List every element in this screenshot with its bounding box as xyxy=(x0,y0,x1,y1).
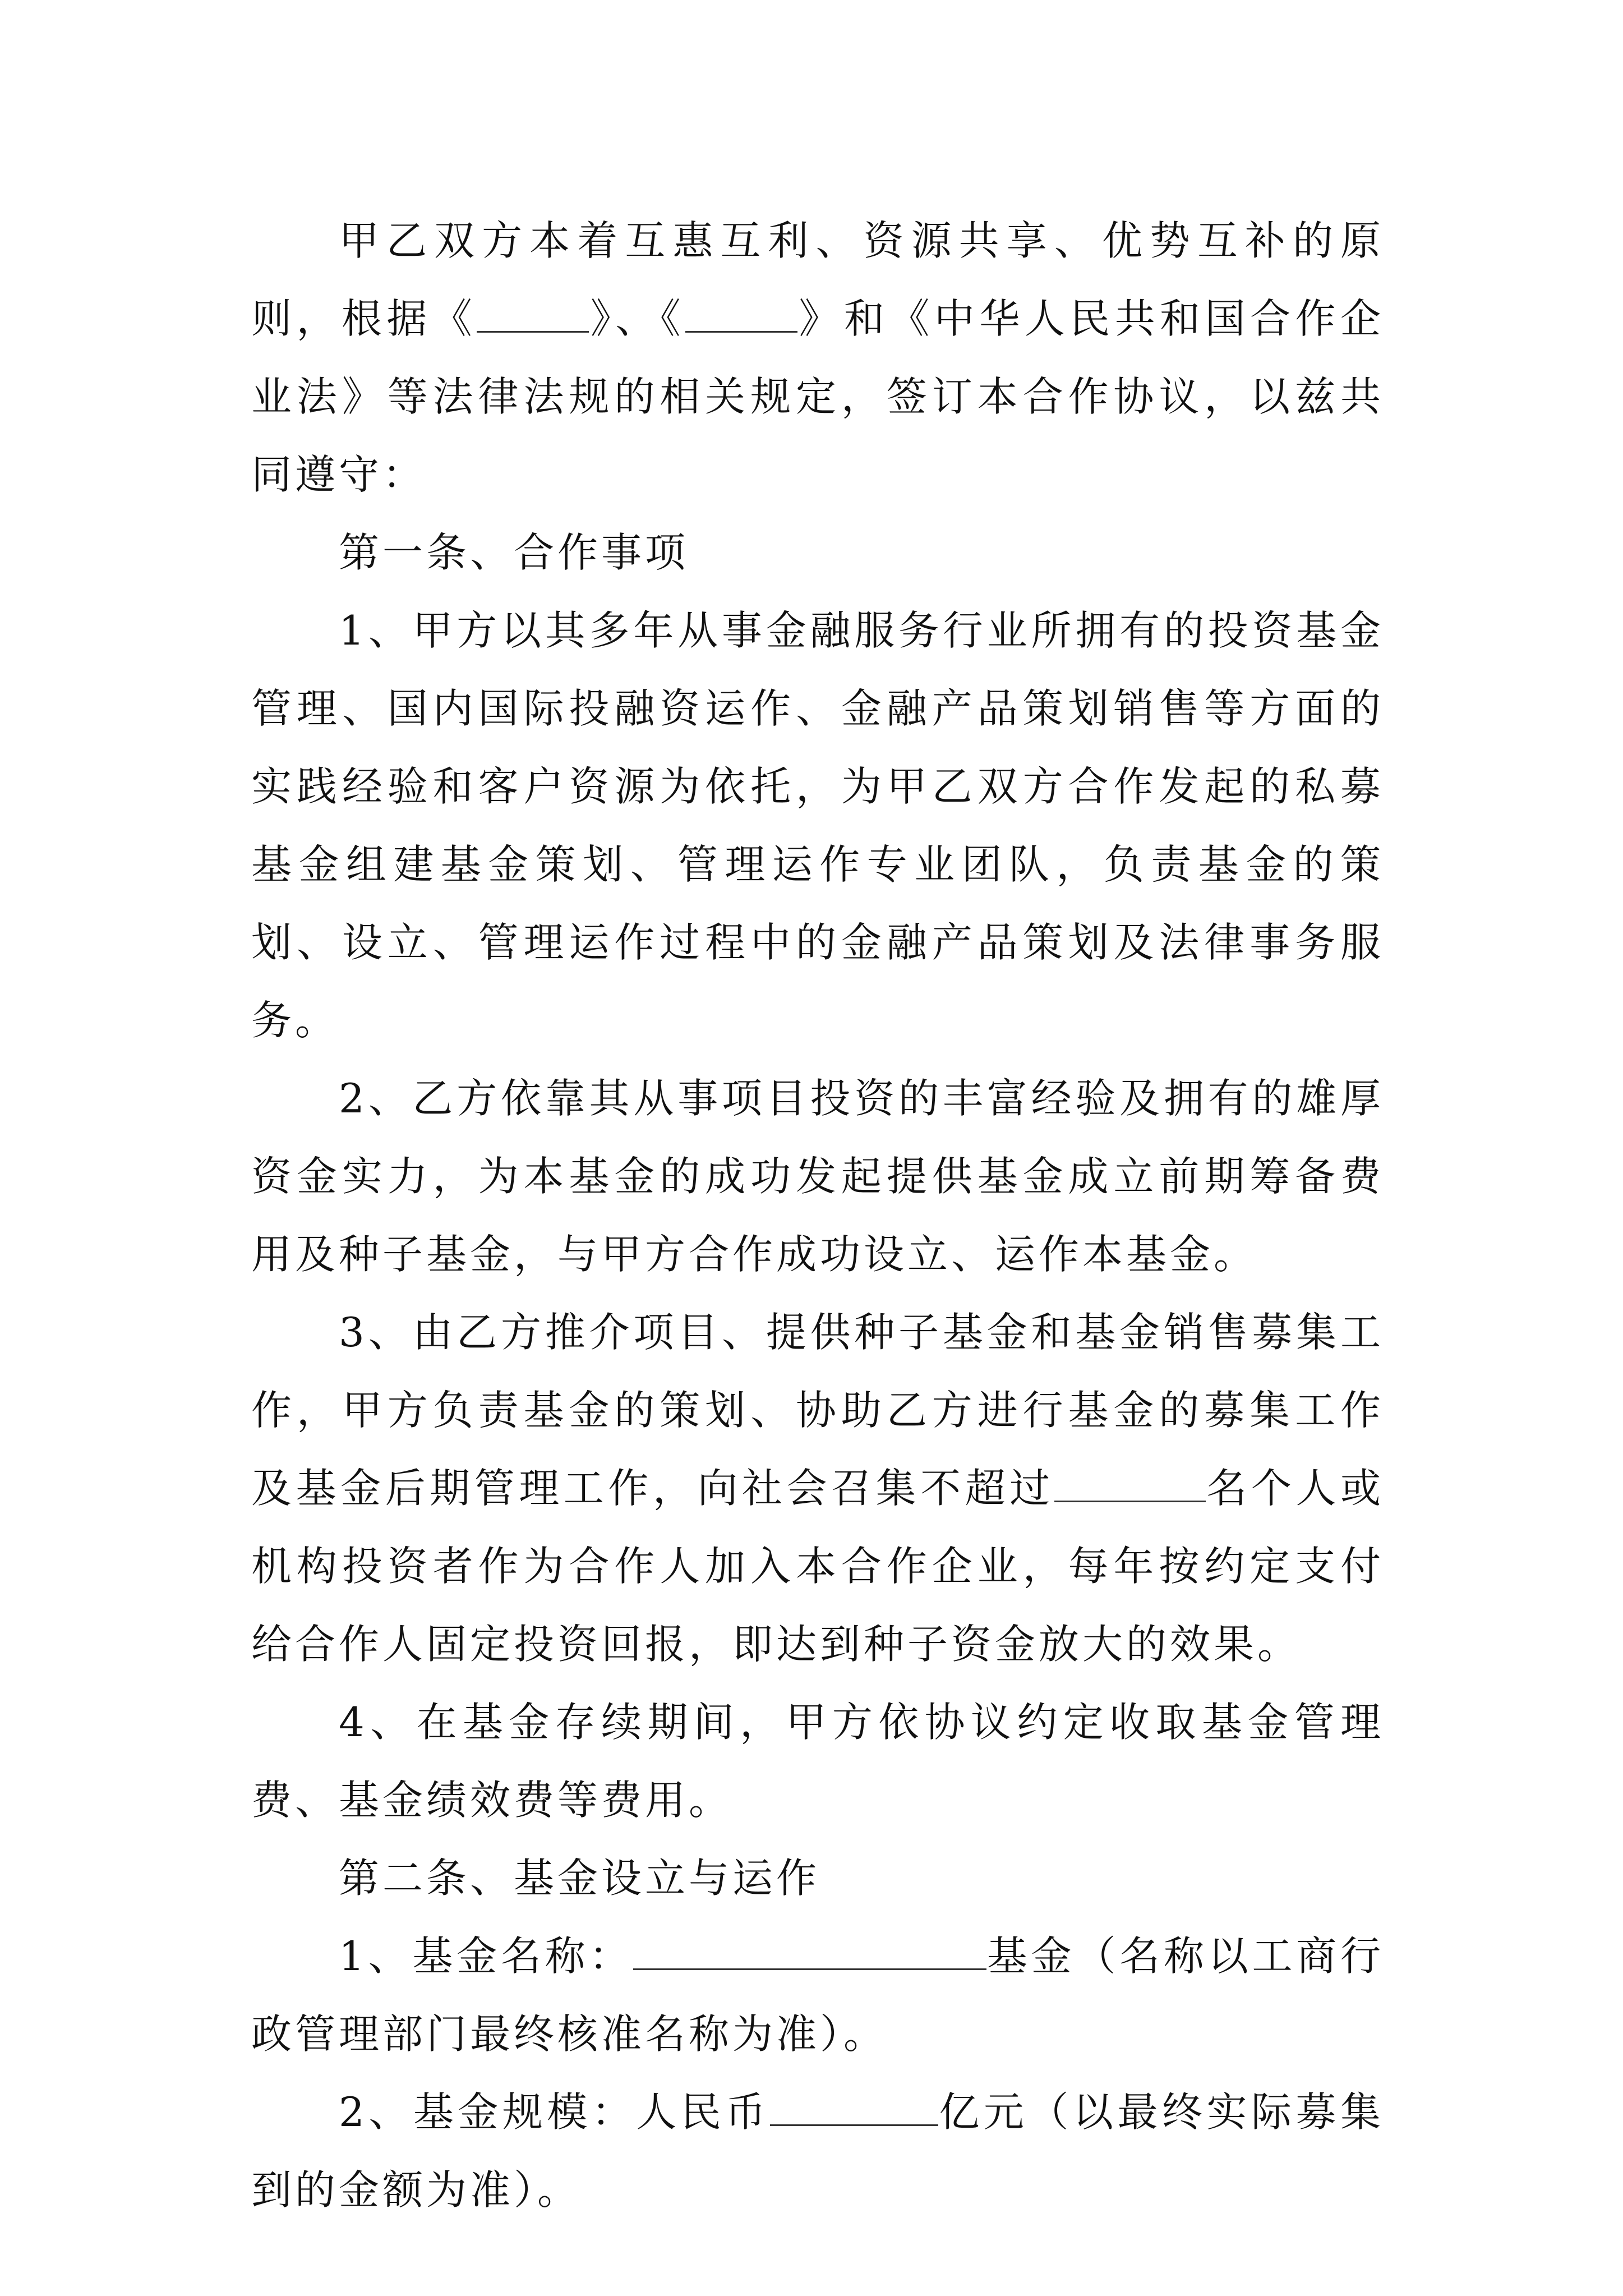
item-3-text-before: 3、由乙方推介项目、提供种子基金和基金销售募集工作，甲方负责基金的策划、协助乙方进行基金的募集工作及基金后期管理工作，向社会召集不超过 xyxy=(251,1309,1384,1512)
article-1-item-4: 4、在基金存续期间，甲方依协议约定收取基金管理费、基金绩效费等费用。 xyxy=(251,1699,1384,1824)
preamble-text-3: 》和《中华人民共和国合作企业法》等法律法规的相关规定，签订本合作协议，以兹共同遵守： xyxy=(251,295,1384,498)
article-1-heading: 第一条、合作事项 xyxy=(339,529,689,576)
fund-size-label: 2、基金规模：人民币 xyxy=(339,2088,770,2136)
article-1-item-3 xyxy=(251,1294,1384,1683)
document-body xyxy=(251,202,1384,2229)
preamble-text-1: 甲乙双方本着互惠互利、资源共享、优势互补的原则，根据《 xyxy=(251,217,1384,342)
article-2-item-1 xyxy=(251,1917,1384,2073)
article-2-item-2 xyxy=(251,2073,1384,2229)
article-1-item-1: 1、甲方以其多年从事金融服务行业所拥有的投资基金管理、国内国际投融资运作、金融产品策划销售等方面的实践经验和客户资源为依托，为甲乙双方合作发起的私募基金组建基金策划、管理运作专业团队，负责基金的策划、设立、管理运作过程中的金融产品策划及法律事务服务。 xyxy=(251,607,1384,1044)
investor-count-blank xyxy=(1054,1466,1206,1502)
fund-name-label: 1、基金名称： xyxy=(339,1932,634,1980)
fund-name-note: 基金（名称以工商行政管理部门最终核准名称为准）。 xyxy=(251,1932,1384,2058)
article-2-heading: 第二条、基金设立与运作 xyxy=(339,1855,820,1902)
fund-name-blank xyxy=(633,1934,986,1970)
fund-size-note: 亿元（以最终实际募集到的金额为准）。 xyxy=(251,2088,1384,2214)
article-1-item-2: 2、乙方依靠其从事项目投资的丰富经验及拥有的雄厚资金实力，为本基金的成功发起提供基金成立前期筹备费用及种子基金，与甲方合作成功设立、运作本基金。 xyxy=(251,1075,1384,1278)
preamble-text-2: 》、《 xyxy=(589,295,686,342)
law-name-blank-2 xyxy=(685,296,797,333)
law-name-blank-1 xyxy=(477,296,589,333)
preamble-paragraph xyxy=(251,202,1384,514)
fund-size-blank xyxy=(770,2090,938,2126)
item-3-text-after: 名个人或机构投资者作为合作人加入本合作企业，每年按约定支付给合作人固定投资回报，即达到种子资金放大的效果。 xyxy=(251,1465,1384,1668)
